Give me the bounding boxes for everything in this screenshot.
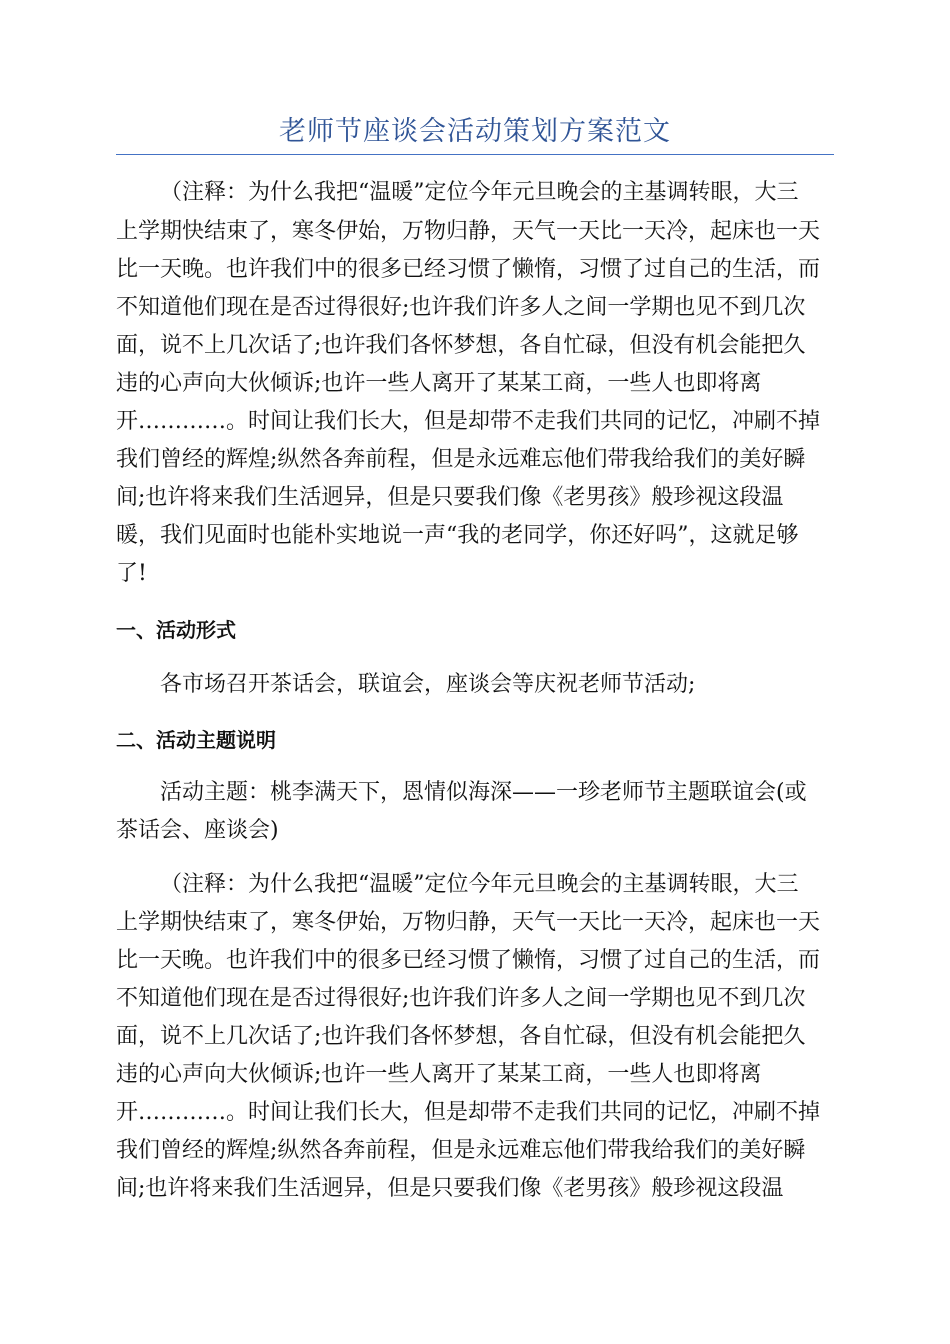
note-1-line: 间;也许将来我们生活迥异，但是只要我们像《老男孩》般珍视这段温 (116, 485, 784, 510)
note-2-line: 违的心声向大伙倾诉;也许一些人离开了某某工商，一些人也即将离 (116, 1062, 762, 1087)
section-2-body-line: 茶话会、座谈会) (116, 818, 279, 843)
section-2-heading: 二、活动主题说明 (116, 728, 276, 752)
note-1-line: 了! (116, 561, 147, 586)
note-2-line: 面，说不上几次话了;也许我们各怀梦想，各自忙碌，但没有机会能把久 (116, 1024, 806, 1049)
section-1-heading: 一、活动形式 (116, 618, 236, 642)
note-2-line: 不知道他们现在是否过得很好;也许我们许多人之间一学期也见不到几次 (116, 986, 806, 1011)
note-2-line: 上学期快结束了，寒冬伊始，万物归静，天气一天比一天冷，起床也一天 (116, 910, 821, 935)
title-underline (116, 154, 834, 155)
section-2-body-line: 活动主题：桃李满天下，恩情似海深——一珍老师节主题联谊会(或 (160, 780, 807, 805)
note-1-line: 不知道他们现在是否过得很好;也许我们许多人之间一学期也见不到几次 (116, 295, 806, 320)
note-2-line: 比一天晚。也许我们中的很多已经习惯了懒惰，习惯了过自己的生活，而 (116, 948, 821, 973)
document-title: 老师节座谈会活动策划方案范文 (279, 116, 671, 147)
note-1-line: 上学期快结束了，寒冬伊始，万物归静，天气一天比一天冷，起床也一天 (116, 219, 821, 244)
note-1-line: （注释：为什么我把“温暖”定位今年元旦晚会的主基调转眼，大三 (160, 180, 799, 205)
section-1-body: 各市场召开茶话会，联谊会，座谈会等庆祝老师节活动; (160, 672, 696, 697)
note-2-line: 间;也许将来我们生活迥异，但是只要我们像《老男孩》般珍视这段温 (116, 1176, 784, 1201)
note-1-line: 暖，我们见面时也能朴实地说一声“我的老同学，你还好吗”，这就足够 (116, 523, 799, 548)
note-1-line: 违的心声向大伙倾诉;也许一些人离开了某某工商，一些人也即将离 (116, 371, 762, 396)
note-2-line: 我们曾经的辉煌;纵然各奔前程，但是永远难忘他们带我给我们的美好瞬 (116, 1138, 806, 1163)
note-2-line: （注释：为什么我把“温暖”定位今年元旦晚会的主基调转眼，大三 (160, 872, 799, 897)
note-1-line: 比一天晚。也许我们中的很多已经习惯了懒惰，习惯了过自己的生活，而 (116, 257, 821, 282)
note-1-line: 我们曾经的辉煌;纵然各奔前程，但是永远难忘他们带我给我们的美好瞬 (116, 447, 806, 472)
note-1-line: 面，说不上几次话了;也许我们各怀梦想，各自忙碌，但没有机会能把久 (116, 333, 806, 358)
note-2-line: 开…………。时间让我们长大，但是却带不走我们共同的记忆，冲刷不掉 (116, 1100, 821, 1125)
note-1-line: 开…………。时间让我们长大，但是却带不走我们共同的记忆，冲刷不掉 (116, 409, 821, 434)
